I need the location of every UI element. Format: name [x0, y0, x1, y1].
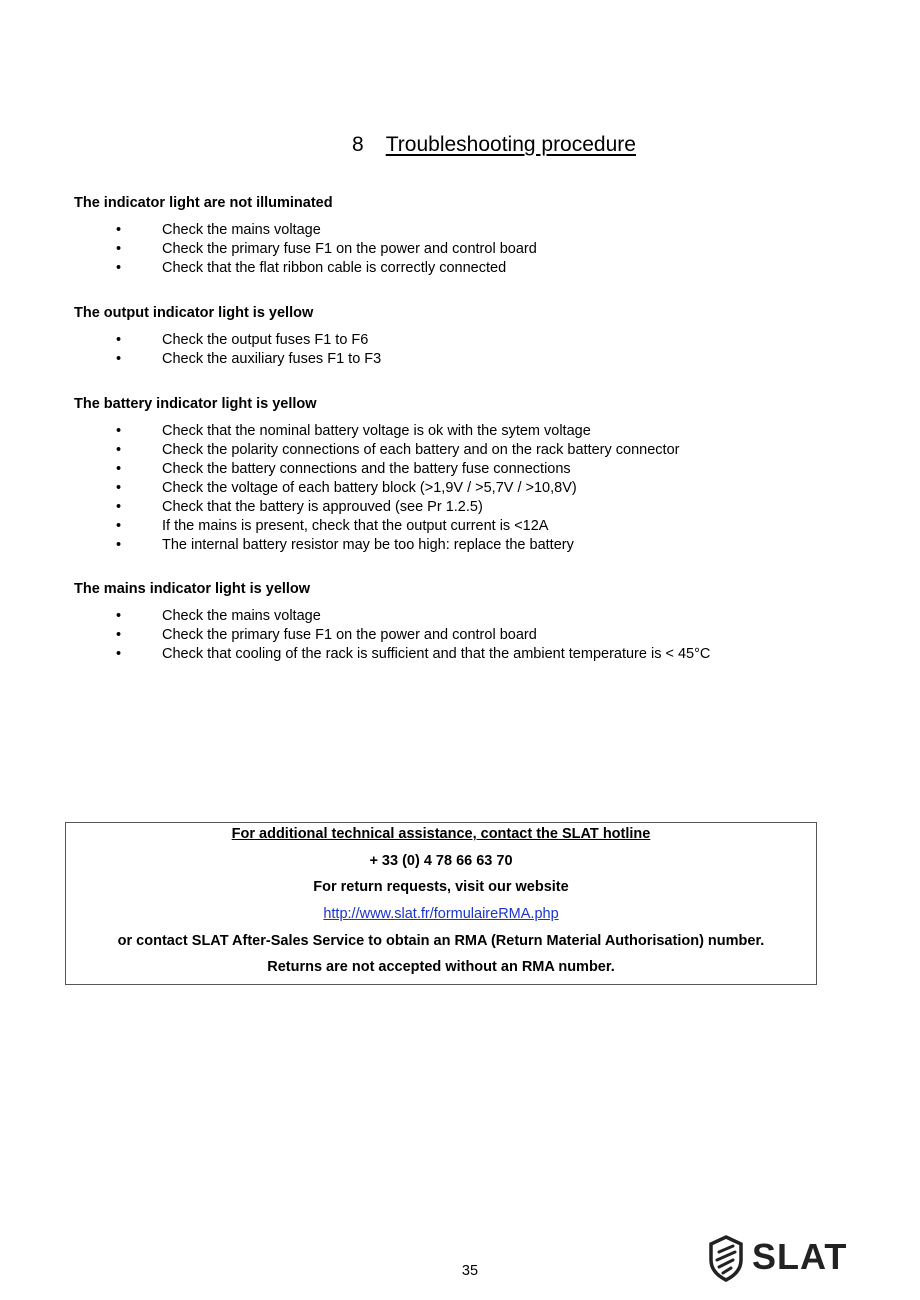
- list-item: • The internal battery resistor may be too high: replace the battery: [116, 537, 574, 553]
- contact-box: [65, 822, 817, 985]
- list-item: • Check that the nominal battery voltage is ok with the sytem voltage: [116, 423, 591, 439]
- bullet-icon: •: [116, 627, 122, 643]
- list-item: • Check the primary fuse F1 on the power and control board: [116, 241, 537, 257]
- list-item: • Check that the flat ribbon cable is correctly connected: [116, 260, 507, 276]
- list-item: • Check the voltage of each battery block (>1,9V / >5,7V / >10,8V): [116, 480, 577, 496]
- bullet-icon: •: [116, 423, 122, 439]
- bullet-list: [74, 422, 854, 555]
- bullet-icon: •: [116, 351, 122, 367]
- bullet-icon: •: [116, 499, 122, 515]
- list-item: • Check that cooling of the rack is sufficient and that the ambient temperature is < 45°C: [116, 646, 711, 662]
- page-title: [0, 131, 920, 159]
- return-requests-text: For return requests, visit our website: [313, 879, 569, 895]
- bullet-icon: •: [116, 646, 122, 662]
- list-item: • If the mains is present, check that the output current is <12A: [116, 518, 549, 534]
- bullet-icon: •: [116, 332, 122, 348]
- section-heading: The indicator light are not illuminated: [74, 195, 333, 211]
- logo-text: SLAT: [752, 1236, 848, 1277]
- section-heading: The mains indicator light is yellow: [74, 581, 311, 597]
- list-item: • Check the output fuses F1 to F6: [116, 332, 369, 348]
- page-number: 35: [461, 1263, 479, 1279]
- slat-logo: [708, 1234, 848, 1284]
- chapter-number: 8: [352, 133, 364, 156]
- rma-form-link[interactable]: http://www.slat.fr/formulaireRMA.php: [323, 906, 559, 922]
- bullet-icon: •: [116, 442, 122, 458]
- bullet-list: [74, 331, 854, 369]
- list-item: • Check the mains voltage: [116, 608, 321, 624]
- section-no-illumination: [74, 194, 854, 278]
- list-item: • Check the primary fuse F1 on the power and control board: [116, 627, 537, 643]
- section-heading: The battery indicator light is yellow: [74, 396, 317, 412]
- bullet-icon: •: [116, 518, 122, 534]
- rma-notice: Returns are not accepted without an RMA number.: [267, 959, 615, 975]
- list-item: • Check the auxiliary fuses F1 to F3: [116, 351, 382, 367]
- bullet-icon: •: [116, 537, 122, 553]
- shield-icon: [708, 1234, 744, 1282]
- chapter-title: Troubleshooting procedure: [385, 133, 636, 156]
- section-battery-yellow: [74, 395, 854, 555]
- list-item: • Check the battery connections and the battery fuse connections: [116, 461, 571, 477]
- bullet-icon: •: [116, 480, 122, 496]
- bullet-icon: •: [116, 260, 122, 276]
- section-mains-yellow: [74, 580, 854, 664]
- bullet-icon: •: [116, 222, 122, 238]
- list-item: • Check that the battery is approuved (see Pr 1.2.5): [116, 499, 483, 515]
- bullet-list: [74, 221, 854, 278]
- bullet-icon: •: [116, 461, 122, 477]
- rma-link-row: [66, 905, 816, 924]
- bullet-list: [74, 607, 854, 664]
- section-heading: The output indicator light is yellow: [74, 305, 314, 321]
- list-item: • Check the mains voltage: [116, 222, 321, 238]
- bullet-icon: •: [116, 241, 122, 257]
- section-output-yellow: [74, 304, 854, 369]
- list-item: • Check the polarity connections of each battery and on the rack battery connector: [116, 442, 680, 458]
- hotline-phone: + 33 (0) 4 78 66 63 70: [369, 853, 513, 869]
- bullet-icon: •: [116, 608, 122, 624]
- hotline-heading: For additional technical assistance, contact the SLAT hotline: [231, 826, 651, 842]
- rma-contact-text: or contact SLAT After-Sales Service to obtain an RMA (Return Material Authorisation) number.: [117, 933, 765, 949]
